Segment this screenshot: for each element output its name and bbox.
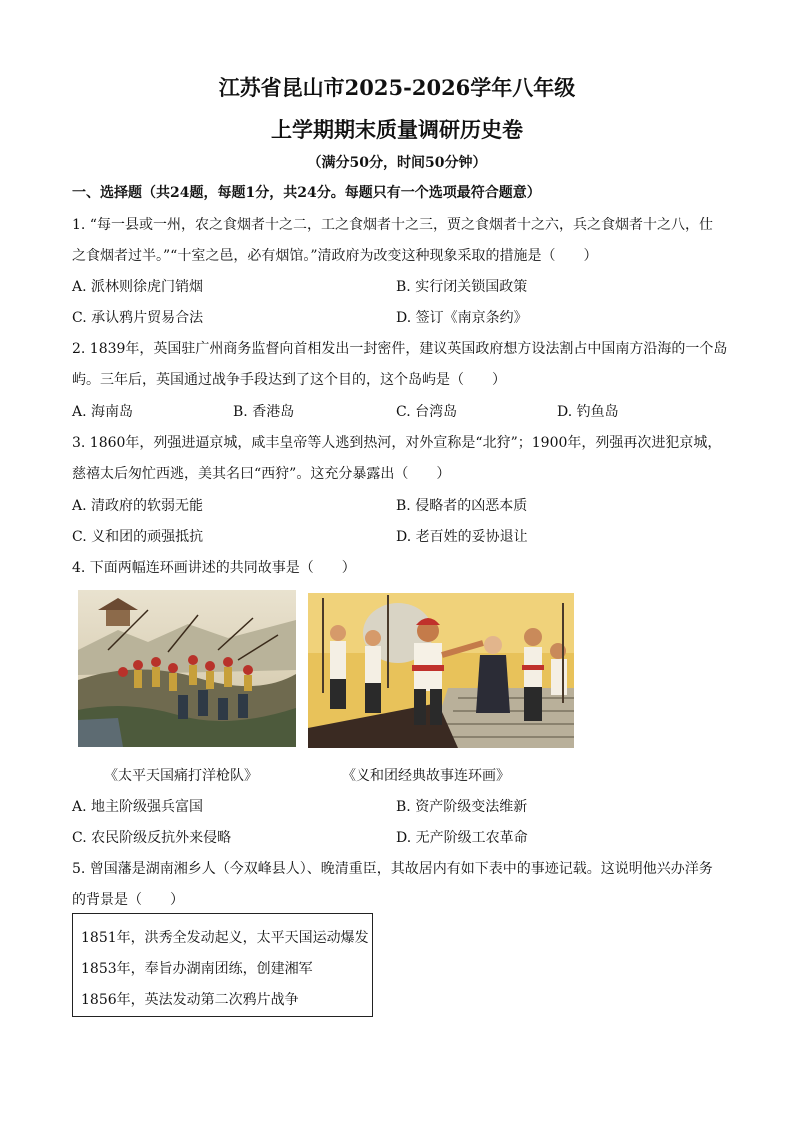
question-3-option-b: B. 侵略者的凶恶本质 [396, 498, 528, 514]
question-1-line-1: 1. “每一县或一州，农之食烟者十之二，工之食烟者十之三，贾之食烟者十之六，兵之食烟者十之八，仕 [72, 217, 713, 233]
question-4-option-d: D. 无产阶级工农革命 [396, 830, 528, 846]
boxer-story-illustration [308, 593, 574, 748]
question-1-line-2: 之食烟者过半。”“十室之邑，必有烟馆。”清政府为改变这种现象采取的措施是（ ） [72, 248, 598, 264]
question-2-line-1: 2. 1839年，英国驻广州商务监督向首相发出一封密件，建议英国政府想方设法割占中国南方沿海的一个岛 [72, 341, 728, 357]
question-4-option-b: B. 资产阶级变法维新 [396, 799, 528, 815]
taiping-battle-illustration [78, 590, 296, 747]
question-3-line-1: 3. 1860年，列强进逼京城，咸丰皇帝等人逃到热河，对外宣称是“北狩”；1900年，列强再次进犯京城， [72, 435, 722, 451]
question-3-option-a: A. 清政府的软弱无能 [72, 498, 204, 514]
question-3-option-c: C. 义和团的顽强抵抗 [72, 529, 204, 545]
question-3-option-d: D. 老百姓的妥协退让 [396, 529, 528, 545]
table-row: 1851年，洪秀全发动起义，太平天国运动爆发 [81, 930, 369, 946]
caption-taiping: 《太平天国痛打洋枪队》 [104, 768, 258, 784]
table-row: 1853年，奉旨办湖南团练，创建湘军 [81, 961, 313, 977]
question-2-option-d: D. 钓鱼岛 [557, 404, 619, 420]
question-5-line-1: 5. 曾国藩是湖南湘乡人（今双峰县人）、晚清重臣，其故居内有如下表中的事迹记载。这说明他兴办洋务 [72, 861, 713, 877]
table-row: 1856年，英法发动第二次鸦片战争 [81, 992, 299, 1008]
title-line-1: 江苏省昆山市2025-2026学年八年级 [218, 75, 576, 100]
question-2-option-b: B. 香港岛 [233, 404, 295, 420]
question-2-line-2: 屿。三年后，英国通过战争手段达到了这个目的，这个岛屿是（ ） [72, 372, 506, 388]
section-heading: 一、选择题（共24题，每题1分，共24分。每题只有一个选项最符合题意） [72, 185, 541, 201]
question-5-line-2: 的背景是（ ） [72, 892, 184, 908]
title-line-2: 上学期期末质量调研历史卷 [271, 117, 523, 142]
question-3-line-2: 慈禧太后匆忙西逃，美其名曰“西狩”。这充分暴露出（ ） [72, 466, 451, 482]
question-1-option-c: C. 承认鸦片贸易合法 [72, 310, 204, 326]
question-1-option-a: A. 派林则徐虎门销烟 [72, 279, 204, 295]
caption-boxer: 《义和团经典故事连环画》 [342, 768, 510, 784]
question-2-option-c: C. 台湾岛 [396, 404, 458, 420]
exam-subtitle: （满分50分，时间50分钟） [307, 155, 487, 171]
question-4-line-1: 4. 下面两幅连环画讲述的共同故事是（ ） [72, 560, 356, 576]
question-1-option-b: B. 实行闭关锁国政策 [396, 279, 528, 295]
question-2-option-a: A. 海南岛 [72, 404, 134, 420]
question-4-option-a: A. 地主阶级强兵富国 [72, 799, 204, 815]
events-table [72, 913, 373, 1017]
question-1-option-d: D. 签订《南京条约》 [396, 310, 528, 326]
question-4-option-c: C. 农民阶级反抗外来侵略 [72, 830, 232, 846]
